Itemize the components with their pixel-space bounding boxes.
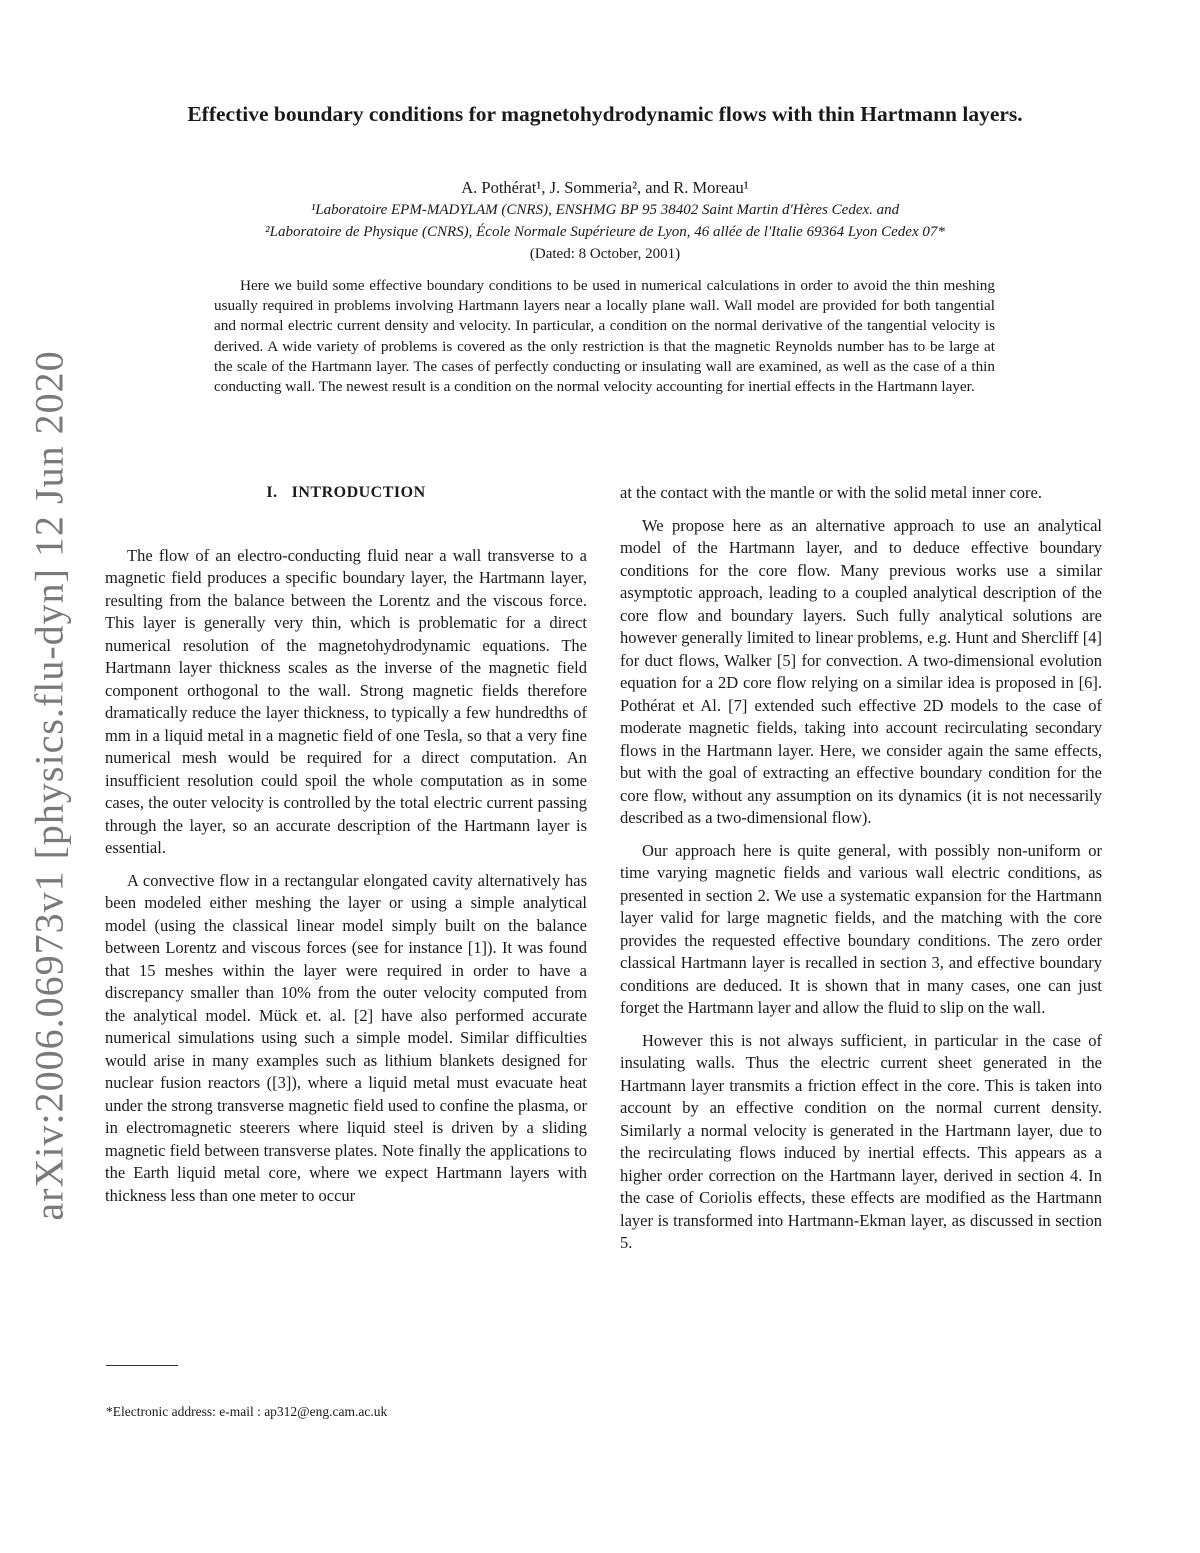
author-list: A. Pothérat¹, J. Sommeria², and R. Moreau¹ (461, 178, 749, 197)
arxiv-sidebar-stamp (14, 349, 84, 1221)
paragraph: The flow of an electro-conducting fluid near a wall transverse to a magnetic field produces a specific boundary layer, the Hartmann layer, resulting from the balance between the Lorentz and the viscous force. This layer is generally very thin, which is problematic for a direct numerical resolution of the magnetohydrodynamic equations. The Hartmann layer thickness scales as the inverse of the magnetic field component orthogonal to the wall. Strong magnetic fields therefore dramatically reduce the layer thickness, to typically a few hundredths of mm in a liquid metal in a magnetic field of one Tesla, so that a very fine numerical mesh would be required for a direct computation. An insufficient resolution could spoil the whole computation as in some cases, the outer velocity is controlled by the total electric current passing through the layer, so an accurate description of the Hartmann layer is essential. (105, 545, 587, 857)
paragraph: A convective flow in a rectangular elongated cavity alternatively has been modeled either meshing the layer or using a simple analytical model (using the classical linear model simply built on the balance between Lorentz and viscous forces (see for instance [1]). It was found that 15 meshes within the layer were required in order to have a discrepancy smaller than 10% from the outer velocity computed from the analytical model. Mück et. al. [2] have also performed accurate numerical simulations using such a simple model. Similar difficulties would arise in many examples such as lithium blankets designed for nuclear fusion reactors ([3]), where a liquid metal must evacuate heat under the strong transverse magnetic field used to confine the plasma, or in electromagnetic steerers where liquid steel is driven by a sliding magnetic field between transverse plates. Note finally the applications to the Earth liquid metal core, where we expect Hartmann layers with thickness less than one meter to occur (105, 870, 587, 1205)
section-heading (105, 482, 587, 505)
affiliation-2: ²Laboratoire de Physique (CNRS), École Normale Supérieure de Lyon, 46 allée de l'Italie 69364 Lyon Cedex 07* (265, 224, 945, 240)
paragraph: We propose here as an alternative approach to use an analytical model of the Hartmann layer, and to deduce effective boundary conditions for the core flow. Many previous works use a similar asymptotic approach, leading to a coupled analytical description of the core flow and boundary layers. Such fully analytical solutions are however generally limited to linear problems, e.g. Hunt and Shercliff [4] for duct flows, Walker [5] for convection. A two-dimensional evolution equation for a 2D core flow relying on a similar idea is proposed in [6]. Pothérat et Al. [7] extended such effective 2D models to the case of moderate magnetic fields, taking into account recirculating secondary flows in the Hartmann layer. Here, we consider again the same effects, but with the goal of extracting an effective boundary condition for the core flow, without any assumption on its dynamics (it is not necessarily described as a two-dimensional flow). (620, 515, 1102, 827)
section-number: I. (266, 484, 278, 501)
date-line: (Dated: 8 October, 2001) (529, 246, 681, 262)
footnote: *Electronic address: e-mail : ap312@eng.cam.ac.uk (106, 1404, 388, 1419)
affiliation-1: ¹Laboratoire EPM-MADYLAM (CNRS), ENSHMG BP 95 38402 Saint Martin d'Hères Cedex. and (310, 202, 900, 218)
paragraph: However this is not always sufficient, in particular in the case of insulating walls. Thus the electric current sheet generated in the Hartmann layer transmits a friction effect in the core. This is taken into account by an effective condition on the normal current density. Similarly a normal velocity is generated in the Hartmann layer, due to the recirculating flows induced by inertial effects. This appears as a higher order correction on the Hartmann layer, derived in section 4. In the case of Coriolis effects, these effects are modified as the Hartmann layer is transformed into Hartmann-Ekman layer, as discussed in section 5. (620, 1030, 1102, 1252)
paragraph: at the contact with the mantle or with the solid metal inner core. (620, 483, 1042, 502)
right-column (620, 482, 1102, 1265)
arxiv-id: arXiv:2006.06973v1 [physics.flu-dyn] 12 Jun 2020 (26, 349, 72, 1221)
section-title: INTRODUCTION (291, 484, 426, 501)
left-column (105, 482, 587, 1217)
paper-title: Effective boundary conditions for magnetohydrodynamic flows with thin Hartmann layers. (187, 102, 1023, 126)
footnote-rule (106, 1365, 178, 1366)
abstract: Here we build some effective boundary conditions to be used in numerical calculations in order to avoid the thin meshing usually required in problems involving Hartmann layers near a locally plane wall. Wall model are provided for both tangential and normal electric current density and velocity. In particular, a condition on the normal derivative of the tangential velocity is derived. A wide variety of problems is covered as the only restriction is that the magnetic Reynolds number has to be large at the scale of the Hartmann layer. The cases of perfectly conducting or insulating wall are examined, as well as the case of a thin conducting wall. The newest result is a condition on the normal velocity accounting for inertial effects in the Hartmann layer. (214, 277, 995, 396)
paragraph: Our approach here is quite general, with possibly non-uniform or time varying magnetic fields and various wall electric conditions, as presented in section 2. We use a systematic expansion for the Hartmann layer valid for large magnetic fields, and the matching with the core provides the requested effective boundary conditions. The zero order classical Hartmann layer is recalled in section 3, and effective boundary conditions are deduced. It is shown that in many cases, one can just forget the Hartmann layer and allow the fluid to slip on the wall. (620, 840, 1102, 1017)
